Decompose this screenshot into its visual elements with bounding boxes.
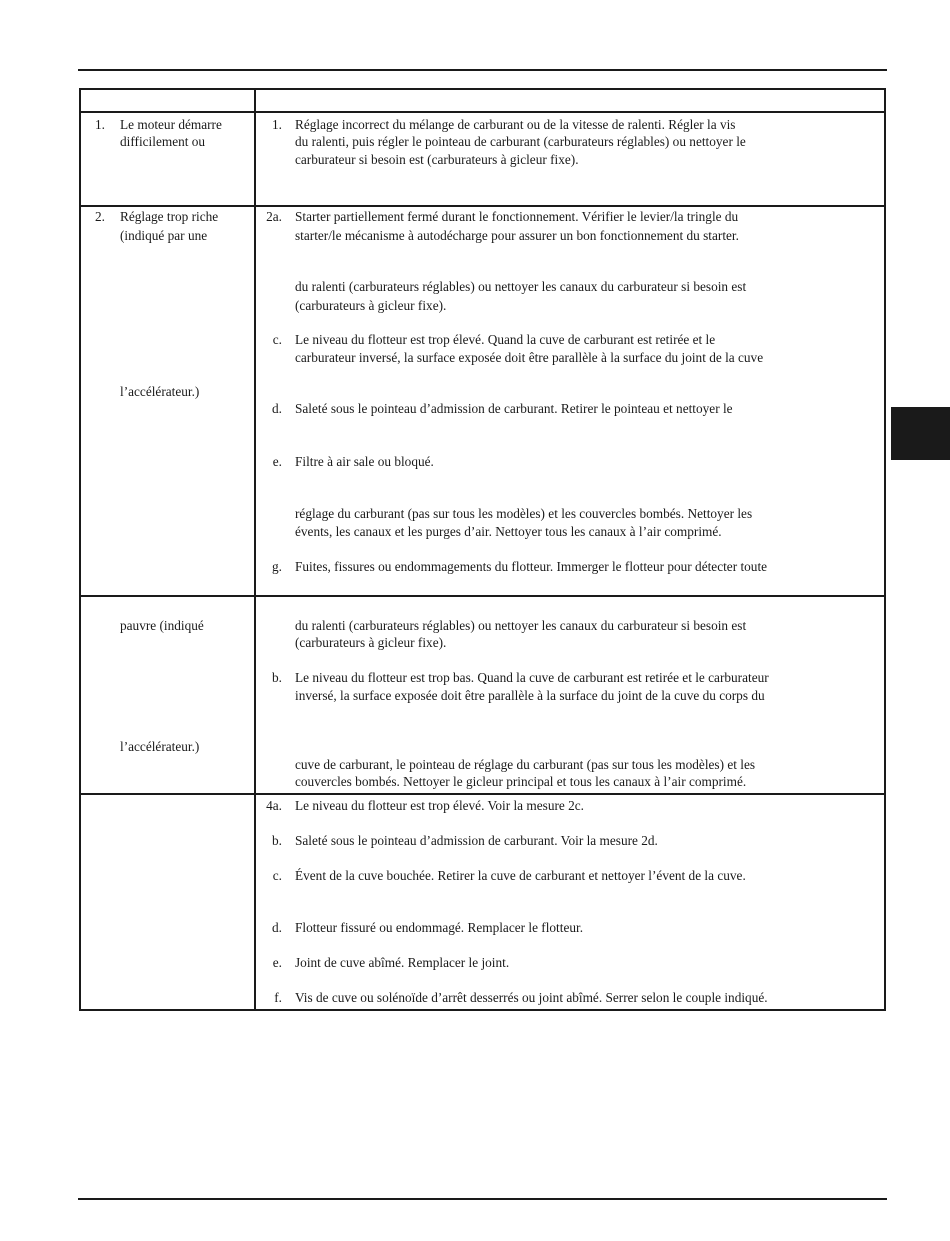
- action-label: 1.: [272, 117, 282, 132]
- action-text-line: Saleté sous le pointeau d’admission de carburant. Retirer le pointeau et nettoyer le: [295, 401, 733, 416]
- action-text-line: Le niveau du flotteur est trop élevé. Voir la mesure 2c.: [295, 798, 584, 813]
- action-text-line: starter/le mécanisme à autodécharge pour assurer un bon fonctionnement du starter.: [295, 228, 739, 243]
- problem-number: 2.: [95, 209, 105, 224]
- action-text-line: inversé, la surface exposée doit être parallèle à la surface du joint de la cuve du corps du: [295, 688, 765, 703]
- action-text-line: Filtre à air sale ou bloqué.: [295, 454, 434, 469]
- action-label: 2a.: [266, 209, 282, 224]
- row-divider: [79, 205, 886, 207]
- action-label: b.: [272, 833, 282, 848]
- action-label: d.: [272, 920, 282, 935]
- action-text-line: évents, les canaux et les purges d’air. Nettoyer tous les canaux à l’air comprimé.: [295, 524, 722, 539]
- action-label: e.: [272, 955, 282, 970]
- action-text-line: du ralenti, puis régler le pointeau de carburant (carburateurs réglables) ou nettoyer le: [295, 134, 746, 149]
- problem-text-line: difficilement ou: [120, 134, 206, 149]
- action-text-line: Vis de cuve ou solénoïde d’arrêt desserrés ou joint abîmé. Serrer selon le couple indiqué.: [295, 990, 768, 1005]
- action-text-line: Joint de cuve abîmé. Remplacer le joint.: [295, 955, 510, 970]
- action-text-line: Le niveau du flotteur est trop bas. Quand la cuve de carburant est retirée et le carburateur: [295, 670, 769, 685]
- action-text-line: du ralenti (carburateurs réglables) ou nettoyer les canaux du carburateur si besoin est: [295, 279, 747, 294]
- action-label: e.: [272, 454, 282, 469]
- action-label: g.: [272, 559, 282, 574]
- action-text-line: Fuites, fissures ou endommagements du flotteur. Immerger le flotteur pour détecter toute: [295, 559, 768, 574]
- action-text-line: couvercles bombés. Nettoyer le gicleur principal et tous les canaux à l’air comprimé.: [295, 774, 747, 789]
- problem-text-line: Réglage trop riche: [120, 209, 219, 224]
- action-text-line: (carburateurs à gicleur fixe).: [295, 635, 447, 650]
- action-text-line: Flotteur fissuré ou endommagé. Remplacer le flotteur.: [295, 920, 584, 935]
- action-text-line: cuve de carburant, le pointeau de réglage du carburant (pas sur tous les modèles) et les: [295, 757, 756, 772]
- action-text-line: carburateur si besoin est (carburateurs à gicleur fixe).: [295, 152, 579, 167]
- action-text-line: Starter partiellement fermé durant le fonctionnement. Vérifier le levier/la tringle du: [295, 209, 739, 224]
- action-label: f.: [274, 990, 282, 1005]
- header-rule: [78, 69, 887, 71]
- problem-text-line: l’accélérateur.): [120, 739, 200, 754]
- problem-text-line: (indiqué par une: [120, 228, 208, 243]
- action-text-line: du ralenti (carburateurs réglables) ou nettoyer les canaux du carburateur si besoin est: [295, 618, 747, 633]
- footer-rule: [78, 1198, 887, 1200]
- problem-text-line: pauvre (indiqué: [120, 618, 204, 633]
- row-divider: [79, 595, 886, 597]
- action-text-line: Le niveau du flotteur est trop élevé. Quand la cuve de carburant est retirée et le: [295, 332, 716, 347]
- action-text-line: Réglage incorrect du mélange de carburant ou de la vitesse de ralenti. Régler la vis: [295, 117, 736, 132]
- problem-text-line: l’accélérateur.): [120, 384, 200, 399]
- problem-text-line: Le moteur démarre: [120, 117, 222, 132]
- action-label: b.: [272, 670, 282, 685]
- action-label: 4a.: [266, 798, 282, 813]
- action-text-line: (carburateurs à gicleur fixe).: [295, 298, 447, 313]
- action-text-line: carburateur inversé, la surface exposée doit être parallèle à la surface du joint de la cuve: [295, 350, 764, 365]
- action-label: c.: [272, 332, 282, 347]
- action-label: d.: [272, 401, 282, 416]
- action-text-line: Saleté sous le pointeau d’admission de carburant. Voir la mesure 2d.: [295, 833, 658, 848]
- action-label: c.: [272, 868, 282, 883]
- row-divider: [79, 793, 886, 795]
- problem-number: 1.: [95, 117, 105, 132]
- section-tab-marker: [891, 407, 950, 460]
- header-row-divider: [79, 111, 886, 113]
- action-text-line: Évent de la cuve bouchée. Retirer la cuve de carburant et nettoyer l’évent de la cuve.: [295, 868, 746, 883]
- action-text-line: réglage du carburant (pas sur tous les modèles) et les couvercles bombés. Nettoyer les: [295, 506, 753, 521]
